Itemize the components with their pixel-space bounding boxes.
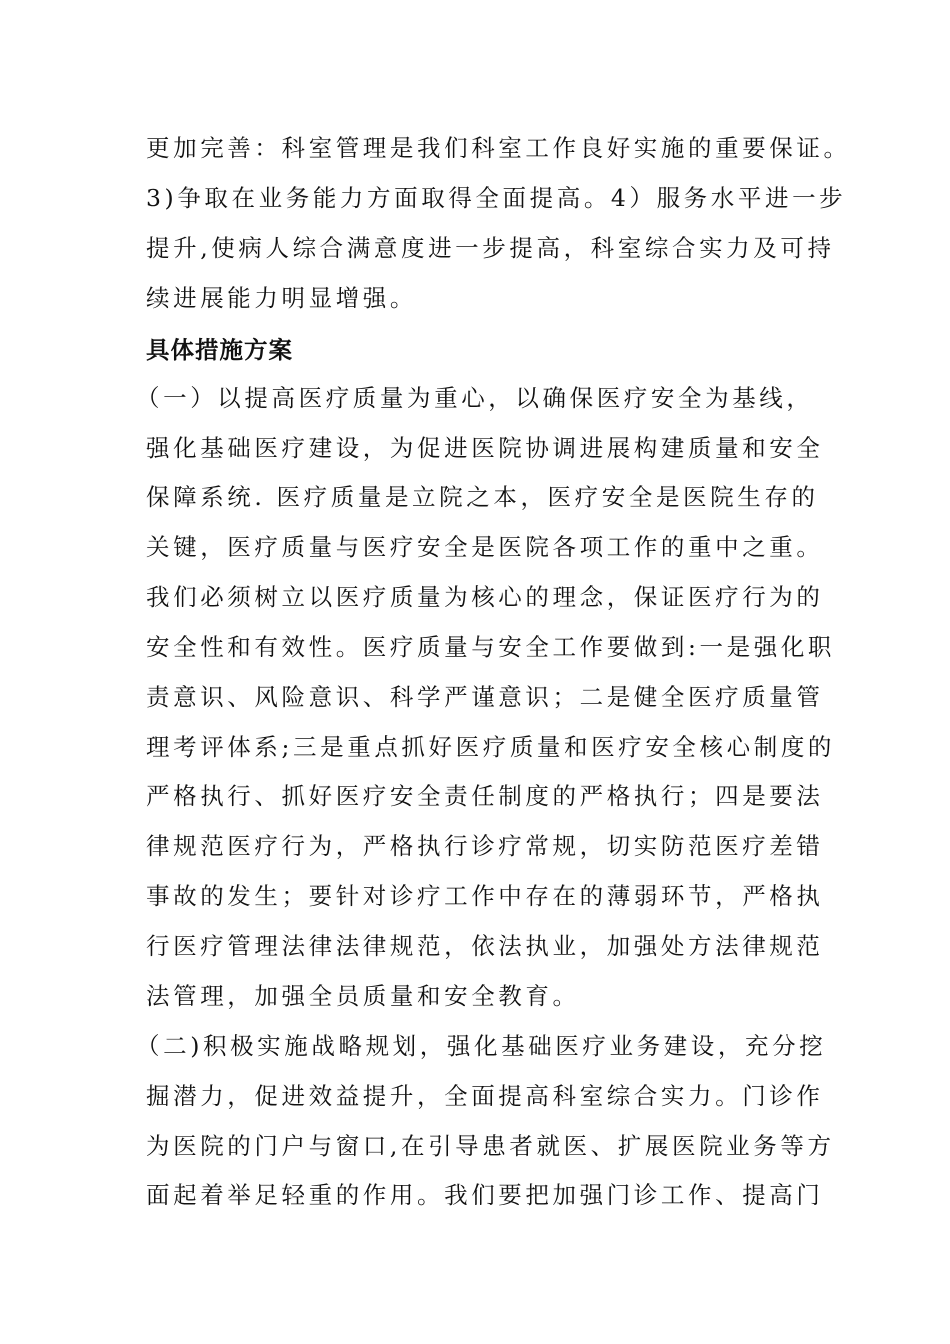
text-line: 责意识、风险意识、科学严谨意识；二是健全医疗质量管 (146, 683, 824, 711)
section-heading: 具体措施方案 (146, 336, 293, 364)
text-line: 保障系统. 医疗质量是立院之本，医疗安全是医院生存的 (146, 483, 819, 511)
text-line: 我们必须树立以医疗质量为核心的理念，保证医疗行为的 (146, 583, 824, 611)
text-line: 掘潜力，促进效益提升，全面提高科室综合实力。门诊作 (146, 1082, 824, 1110)
text-line: 为医院的门户与窗口,在引导患者就医、扩展医院业务等方 (146, 1132, 835, 1160)
text-line: 安全性和有效性。医疗质量与安全工作要做到:一是强化职 (146, 633, 836, 661)
text-line: 关键，医疗质量与医疗安全是医院各项工作的重中之重。 (146, 533, 824, 561)
text-line: （二)积极实施战略规划，强化基础医疗业务建设，充分挖 (136, 1032, 827, 1060)
text-line: 理考评体系;三是重点抓好医疗质量和医疗安全核心制度的 (146, 733, 836, 761)
text-line: 更加完善：科室管理是我们科室工作良好实施的重要保证。 (146, 134, 851, 162)
text-line: 事故的发生；要针对诊疗工作中存在的薄弱环节，严格执 (146, 882, 824, 910)
text-line: 强化基础医疗建设，为促进医院协调进展构建质量和安全 (146, 434, 824, 462)
text-line: 行医疗管理法律法律规范，依法执业，加强处方法律规范 (146, 932, 824, 960)
text-line: 续进展能力明显增强。 (146, 284, 417, 312)
text-line: 严格执行、抓好医疗安全责任制度的严格执行；四是要法 (146, 782, 824, 810)
text-line: （一）以提高医疗质量为重心，以确保医疗安全为基线， (136, 384, 814, 412)
text-line: 法管理，加强全员质量和安全教育。 (146, 982, 580, 1010)
text-line: 律规范医疗行为，严格执行诊疗常规，切实防范医疗差错 (146, 832, 824, 860)
text-line: 提升,使病人综合满意度进一步提高，科室综合实力及可持 (146, 234, 835, 262)
text-line: 3)争取在业务能力方面取得全面提高。4）服务水平进一步 (146, 184, 847, 212)
text-line: 面起着举足轻重的作用。我们要把加强门诊工作、提高门 (146, 1181, 824, 1209)
